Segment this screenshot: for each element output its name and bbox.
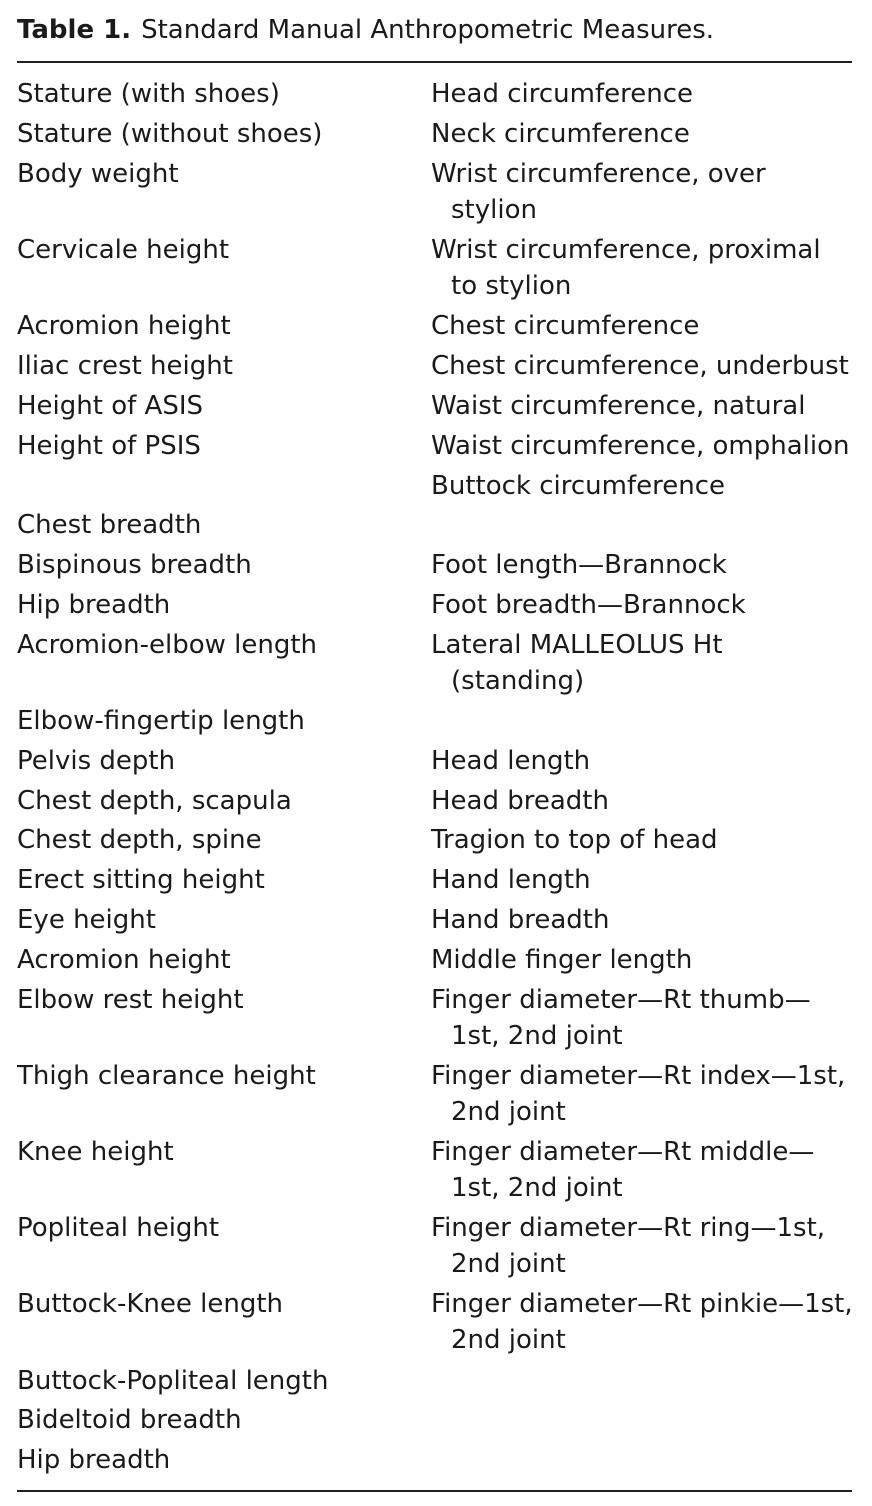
left-cell: Buttock-Knee length <box>17 1289 284 1319</box>
right-cell-text: Buttock circumference <box>431 471 725 501</box>
right-cell-text: Head circumference <box>431 79 694 109</box>
right-cell-continuation: to stylion <box>451 271 572 301</box>
left-cell: Stature (without shoes) <box>17 119 323 149</box>
left-cell: Bispinous breadth <box>17 550 252 580</box>
right-cell-continuation: 2nd joint <box>451 1325 566 1355</box>
left-cell: Hip breadth <box>17 590 171 620</box>
right-cell-text: Foot breadth—Brannock <box>431 590 746 620</box>
right-cell <box>431 468 725 504</box>
right-cell <box>431 116 690 152</box>
left-cell: Hip breadth <box>17 1445 171 1475</box>
right-cell <box>431 1058 845 1130</box>
right-cell-continuation: (standing) <box>451 666 585 696</box>
right-cell <box>431 783 609 819</box>
right-cell <box>431 1210 825 1282</box>
right-cell-text: Chest circumference, underbust <box>431 351 849 381</box>
left-cell: Elbow rest height <box>17 985 244 1015</box>
right-cell <box>431 862 591 898</box>
right-cell-text: Finger diameter—Rt thumb— <box>431 985 811 1015</box>
table-title: Standard Manual Anthropometric Measures. <box>141 15 715 45</box>
left-cell: Popliteal height <box>17 1213 220 1243</box>
right-cell <box>431 587 746 623</box>
right-cell <box>431 982 811 1054</box>
right-cell-text: Chest circumference <box>431 311 700 341</box>
left-cell: Thigh clearance height <box>17 1061 316 1091</box>
right-cell <box>431 1286 853 1358</box>
left-cell: Cervicale height <box>17 235 230 265</box>
right-cell <box>431 428 850 464</box>
right-cell-text: Head length <box>431 746 591 776</box>
left-cell: Chest depth, spine <box>17 825 262 855</box>
right-cell <box>431 822 718 858</box>
right-cell-continuation: 1st, 2nd joint <box>451 1021 623 1051</box>
right-cell-text: Hand breadth <box>431 905 610 935</box>
right-cell-text: Middle finger length <box>431 945 693 975</box>
right-cell-text: Neck circumference <box>431 119 690 149</box>
right-cell <box>431 388 805 424</box>
right-cell <box>431 1134 814 1206</box>
right-cell-text: Finger diameter—Rt ring—1st, <box>431 1213 826 1243</box>
right-cell <box>431 547 727 583</box>
right-cell-continuation: 2nd joint <box>451 1097 566 1127</box>
left-cell: Acromion height <box>17 945 231 975</box>
right-cell <box>431 348 849 384</box>
left-cell: Acromion height <box>17 311 231 341</box>
left-cell: Eye height <box>17 905 156 935</box>
right-cell-text: Waist circumference, omphalion <box>431 431 850 461</box>
right-cell <box>431 308 699 344</box>
left-cell: Erect sitting height <box>17 865 265 895</box>
right-cell <box>431 76 693 112</box>
bottom-rule <box>17 1490 852 1492</box>
right-cell-continuation: 1st, 2nd joint <box>451 1173 623 1203</box>
left-cell: Elbow-fingertip length <box>17 706 305 736</box>
right-cell-text: Wrist circumference, over <box>431 159 766 189</box>
right-cell-text: Finger diameter—Rt pinkie—1st, <box>431 1289 853 1319</box>
right-cell-text: Head breadth <box>431 786 609 816</box>
right-cell <box>431 232 821 304</box>
right-cell-text: Finger diameter—Rt middle— <box>431 1137 815 1167</box>
left-cell: Buttock-Popliteal length <box>17 1366 329 1396</box>
left-cell: Bideltoid breadth <box>17 1405 242 1435</box>
left-cell: Pelvis depth <box>17 746 176 776</box>
right-cell-text: Wrist circumference, proximal <box>431 235 821 265</box>
left-cell: Chest depth, scapula <box>17 786 292 816</box>
right-cell-text: Foot length—Brannock <box>431 550 727 580</box>
top-rule <box>17 61 852 63</box>
left-cell: Chest breadth <box>17 510 202 540</box>
right-cell-text: Hand length <box>431 865 591 895</box>
right-cell <box>431 627 723 699</box>
table-caption <box>17 12 714 48</box>
right-cell <box>431 942 692 978</box>
table-label: Table 1. <box>17 15 132 45</box>
left-cell: Stature (with shoes) <box>17 79 280 109</box>
left-cell: Height of ASIS <box>17 391 203 421</box>
right-cell-text: Tragion to top of head <box>431 825 718 855</box>
left-cell: Knee height <box>17 1137 174 1167</box>
right-cell-continuation: 2nd joint <box>451 1249 566 1279</box>
left-cell: Height of PSIS <box>17 431 201 461</box>
left-cell: Acromion-elbow length <box>17 630 318 660</box>
right-cell-continuation: stylion <box>451 195 537 225</box>
right-cell-text: Finger diameter—Rt index—1st, <box>431 1061 846 1091</box>
right-cell <box>431 743 590 779</box>
right-cell-text: Lateral MALLEOLUS Ht <box>431 630 723 660</box>
right-cell <box>431 902 609 938</box>
right-cell <box>431 156 766 228</box>
left-cell: Body weight <box>17 159 179 189</box>
left-cell: Iliac crest height <box>17 351 233 381</box>
right-cell-text: Waist circumference, natural <box>431 391 806 421</box>
